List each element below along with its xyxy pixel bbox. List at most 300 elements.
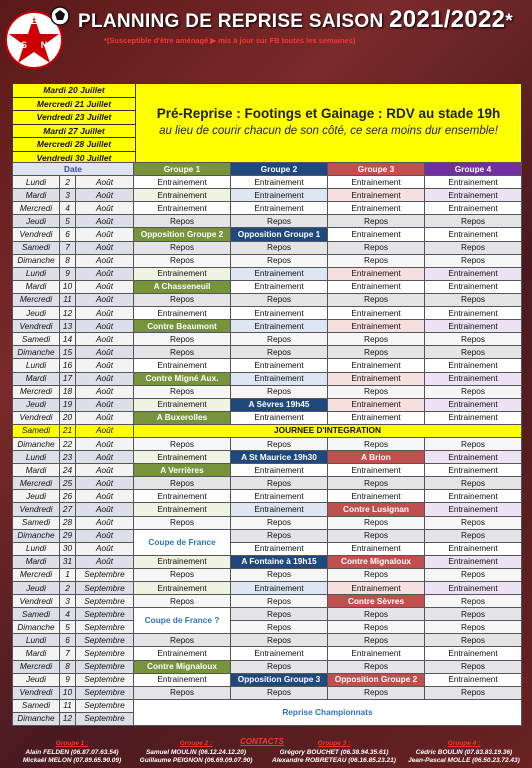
table-row xyxy=(13,411,522,424)
group-2-cell: Repos xyxy=(231,333,328,346)
row-day: Vendredi xyxy=(13,320,60,333)
table-row xyxy=(13,464,522,477)
row-date: 27 xyxy=(60,503,76,516)
group-3-cell: Repos xyxy=(328,477,425,490)
group-2-cell: A St Maurice 19h30 xyxy=(231,451,328,464)
group-2-cell: Entrainement xyxy=(231,307,328,320)
row-month: Août xyxy=(76,228,134,241)
group-1-cell: Contre Migné Aux. xyxy=(134,372,231,385)
group-3-cell: Repos xyxy=(328,621,425,634)
row-date: 26 xyxy=(60,490,76,503)
row-month: Septembre xyxy=(76,686,134,699)
row-date: 1 xyxy=(60,568,76,581)
group-2-cell: Entrainement xyxy=(231,582,328,595)
row-month: Août xyxy=(76,254,134,267)
group-2-cell: Entrainement xyxy=(231,372,328,385)
row-date: 30 xyxy=(60,542,76,555)
group-1-cell: A Buxerolles xyxy=(134,411,231,424)
row-day: Samedi xyxy=(13,608,60,621)
prereprise-box xyxy=(12,83,522,163)
table-row xyxy=(13,529,522,542)
row-day: Dimanche xyxy=(13,437,60,450)
table-row xyxy=(13,359,522,372)
group-4-cell: Entrainement xyxy=(425,673,522,686)
group-2-cell: Entrainement xyxy=(231,320,328,333)
table-row xyxy=(13,437,522,450)
row-date: 5 xyxy=(60,215,76,228)
row-date: 18 xyxy=(60,385,76,398)
group-3-cell: Repos xyxy=(328,254,425,267)
row-date: 15 xyxy=(60,346,76,359)
row-date: 4 xyxy=(60,608,76,621)
group-4-cell: Repos xyxy=(425,686,522,699)
table-row xyxy=(13,451,522,464)
group-1-cell: Entrainement xyxy=(134,647,231,660)
row-day: Jeudi xyxy=(13,490,60,503)
group-2-cell: Repos xyxy=(231,385,328,398)
row-month: Septembre xyxy=(76,647,134,660)
row-month: Septembre xyxy=(76,608,134,621)
group-2-cell: Entrainement xyxy=(231,202,328,215)
group-2-cell: Repos xyxy=(231,621,328,634)
contact-line: Alain FELDEN (06.87.07.63.54) xyxy=(25,748,119,756)
table-row xyxy=(13,477,522,490)
group-1-cell: Repos xyxy=(134,241,231,254)
row-date: 7 xyxy=(60,647,76,660)
group-3-cell: Entrainement xyxy=(328,202,425,215)
group-2-cell: Entrainement xyxy=(231,176,328,189)
group-2-cell: Entrainement xyxy=(231,647,328,660)
group-3-cell: Entrainement xyxy=(328,464,425,477)
row-day: Mercredi xyxy=(13,568,60,581)
group-4-cell: Repos xyxy=(425,621,522,634)
prereprise-date: Vendredi 30 Juillet xyxy=(36,152,112,163)
table-row xyxy=(13,267,522,280)
group-4-cell: Repos xyxy=(425,254,522,267)
row-month: Septembre xyxy=(76,582,134,595)
group-1-cell: Repos xyxy=(134,437,231,450)
group-3-cell: Repos xyxy=(328,568,425,581)
group-4-cell: Entrainement xyxy=(425,464,522,477)
group-3-cell: Contre Lusignan xyxy=(328,503,425,516)
row-day: Dimanche xyxy=(13,529,60,542)
contact-group-label: Groupe 2 : xyxy=(179,740,213,747)
row-date: 9 xyxy=(60,673,76,686)
group-4-cell: Entrainement xyxy=(425,320,522,333)
prereprise-date: Mercredi 21 Juillet xyxy=(13,98,135,112)
group-4-cell: Entrainement xyxy=(425,280,522,293)
group-2-cell: Repos xyxy=(231,595,328,608)
row-month: Septembre xyxy=(76,621,134,634)
row-day: Lundi xyxy=(13,267,60,280)
row-date: 2 xyxy=(60,582,76,595)
row-date: 7 xyxy=(60,241,76,254)
group-2-cell: Repos xyxy=(231,254,328,267)
group-2-cell: Entrainement xyxy=(231,542,328,555)
group-2-cell: Repos xyxy=(231,241,328,254)
row-day: Jeudi xyxy=(13,673,60,686)
row-month: Août xyxy=(76,490,134,503)
table-row xyxy=(13,542,522,555)
table-row xyxy=(13,424,522,437)
group-4-cell: Repos xyxy=(425,608,522,621)
page-title: PLANNING DE REPRISE SAISON 2021/2022* xyxy=(78,6,513,33)
group-1-cell: Entrainement xyxy=(134,189,231,202)
prereprise-line1: Pré-Reprise : Footings et Gainage : RDV au stade 19h xyxy=(156,106,501,121)
row-month: Août xyxy=(76,189,134,202)
group-4-cell: Repos xyxy=(425,437,522,450)
group-1-cell: Contre Mignaloux xyxy=(134,660,231,673)
row-month: Août xyxy=(76,333,134,346)
group-2-cell: Repos xyxy=(231,686,328,699)
svg-text:N: N xyxy=(40,40,48,50)
table-row xyxy=(13,398,522,411)
group-4-cell: Repos xyxy=(425,293,522,306)
group-2-cell: Repos xyxy=(231,437,328,450)
contact-line: Jean-Pascal MOLLE (06.50.23.72.43) xyxy=(408,757,520,764)
row-day: Vendredi xyxy=(13,503,60,516)
table-row xyxy=(13,280,522,293)
table-row xyxy=(13,608,522,621)
row-month: Août xyxy=(76,503,134,516)
group-2-cell: Repos xyxy=(231,215,328,228)
contact-group-4 xyxy=(400,740,528,766)
group-1-cell: Entrainement xyxy=(134,582,231,595)
group-1-cell: Entrainement xyxy=(134,176,231,189)
prereprise-date: Vendredi 23 Juillet xyxy=(13,111,135,125)
row-month: Août xyxy=(76,359,134,372)
contact-line: Guillaume PEIGNON (06.69.09.07.90) xyxy=(139,757,253,764)
row-month: Septembre xyxy=(76,712,134,725)
group-1-cell: Coupe de France ? xyxy=(134,608,231,634)
prereprise-date: Mardi 20 Juillet xyxy=(13,84,135,98)
group-4-cell: Entrainement xyxy=(425,411,522,424)
row-month: Août xyxy=(76,202,134,215)
row-day: Vendredi xyxy=(13,595,60,608)
row-day: Lundi xyxy=(13,451,60,464)
group-3-cell: Repos xyxy=(328,660,425,673)
group-1-cell: Entrainement xyxy=(134,359,231,372)
row-day: Samedi xyxy=(13,424,60,437)
table-header-row xyxy=(13,163,522,176)
row-day: Samedi xyxy=(13,699,60,712)
group-header-1: Groupe 1 xyxy=(134,163,231,176)
row-date: 17 xyxy=(60,372,76,385)
row-month: Septembre xyxy=(76,673,134,686)
group-1-cell: Repos xyxy=(134,215,231,228)
group-3-cell: Repos xyxy=(328,437,425,450)
group-1-cell: Repos xyxy=(134,333,231,346)
svg-text:E: E xyxy=(30,16,38,26)
row-date: 8 xyxy=(60,254,76,267)
group-4-cell: Repos xyxy=(425,516,522,529)
group-1-cell: Entrainement xyxy=(134,267,231,280)
group-1-cell: Repos xyxy=(134,595,231,608)
row-date: 22 xyxy=(60,437,76,450)
group-4-cell: Repos xyxy=(425,595,522,608)
row-date: 2 xyxy=(60,176,76,189)
table-row xyxy=(13,686,522,699)
group-2-cell: Entrainement xyxy=(231,503,328,516)
row-day: Dimanche xyxy=(13,712,60,725)
row-day: Dimanche xyxy=(13,254,60,267)
group-4-cell: Repos xyxy=(425,215,522,228)
row-day: Mardi xyxy=(13,189,60,202)
group-3-cell: Entrainement xyxy=(328,398,425,411)
group-3-cell: Repos xyxy=(328,634,425,647)
row-date: 6 xyxy=(60,228,76,241)
row-date: 13 xyxy=(60,320,76,333)
group-1-cell: Entrainement xyxy=(134,398,231,411)
row-date: 11 xyxy=(60,699,76,712)
row-day: Vendredi xyxy=(13,411,60,424)
row-day: Mercredi xyxy=(13,660,60,673)
group-4-cell: Entrainement xyxy=(425,176,522,189)
table-row xyxy=(13,595,522,608)
table-row xyxy=(13,555,522,568)
group-2-cell: Opposition Groupe 3 xyxy=(231,673,328,686)
group-3-cell: Entrainement xyxy=(328,542,425,555)
group-4-cell: Entrainement xyxy=(425,542,522,555)
table-row xyxy=(13,228,522,241)
row-day: Mardi xyxy=(13,372,60,385)
table-row xyxy=(13,385,522,398)
group-2-cell: Entrainement xyxy=(231,490,328,503)
row-day: Mardi xyxy=(13,280,60,293)
group-2-cell: Repos xyxy=(231,634,328,647)
row-day: Mardi xyxy=(13,464,60,477)
footer-contacts xyxy=(0,737,532,768)
date-header: Date xyxy=(13,163,134,176)
table-row xyxy=(13,241,522,254)
contact-line: Alexandre ROBRETEAU (06.16.85.23.21) xyxy=(272,757,396,764)
table-row xyxy=(13,293,522,306)
group-4-cell: Entrainement xyxy=(425,647,522,660)
group-2-cell: Entrainement xyxy=(231,189,328,202)
prereprise-dates xyxy=(13,84,136,162)
group-1-cell: Entrainement xyxy=(134,555,231,568)
group-4-cell: Entrainement xyxy=(425,267,522,280)
group-1-cell: Opposition Groupe 2 xyxy=(134,228,231,241)
group-3-cell: Repos xyxy=(328,608,425,621)
group-2-cell: A Sèvres 19h45 xyxy=(231,398,328,411)
group-3-cell: Repos xyxy=(328,529,425,542)
group-4-cell: Entrainement xyxy=(425,490,522,503)
group-1-cell: Contre Beaumont xyxy=(134,320,231,333)
row-month: Septembre xyxy=(76,699,134,712)
table-row xyxy=(13,202,522,215)
group-3-cell: Opposition Groupe 2 xyxy=(328,673,425,686)
row-date: 28 xyxy=(60,516,76,529)
row-date: 23 xyxy=(60,451,76,464)
contact-group-label: Groupe 4 : xyxy=(447,740,481,747)
group-3-cell: Entrainement xyxy=(328,411,425,424)
row-date: 9 xyxy=(60,267,76,280)
row-month: Août xyxy=(76,385,134,398)
group-4-cell: Entrainement xyxy=(425,307,522,320)
row-month: Août xyxy=(76,320,134,333)
row-day: Mardi xyxy=(13,555,60,568)
group-1-cell: Entrainement xyxy=(134,503,231,516)
group-4-cell: Repos xyxy=(425,634,522,647)
group-3-cell: Entrainement xyxy=(328,372,425,385)
group-3-cell: A Brion xyxy=(328,451,425,464)
row-date: 4 xyxy=(60,202,76,215)
group-4-cell: Entrainement xyxy=(425,451,522,464)
group-1-cell: Repos xyxy=(134,634,231,647)
group-4-cell: Entrainement xyxy=(425,372,522,385)
row-month: Août xyxy=(76,346,134,359)
group-2-cell: Repos xyxy=(231,660,328,673)
group-3-cell: Repos xyxy=(328,385,425,398)
row-date: 10 xyxy=(60,280,76,293)
row-day: Samedi xyxy=(13,333,60,346)
header xyxy=(0,0,532,84)
group-4-cell: Repos xyxy=(425,385,522,398)
prereprise-message xyxy=(136,84,521,162)
row-date: 29 xyxy=(60,529,76,542)
row-day: Mercredi xyxy=(13,477,60,490)
table-row xyxy=(13,503,522,516)
group-2-cell: Entrainement xyxy=(231,411,328,424)
row-day: Mercredi xyxy=(13,202,60,215)
group-1-cell: Entrainement xyxy=(134,673,231,686)
row-day: Mardi xyxy=(13,647,60,660)
group-3-cell: Repos xyxy=(328,241,425,254)
group-4-cell: Repos xyxy=(425,346,522,359)
row-day: Jeudi xyxy=(13,215,60,228)
group-1-cell: Repos xyxy=(134,686,231,699)
row-month: Septembre xyxy=(76,595,134,608)
club-logo-icon xyxy=(4,2,72,74)
contacts-title: CONTACTS xyxy=(240,737,284,746)
group-2-cell: Repos xyxy=(231,608,328,621)
group-2-cell: Entrainement xyxy=(231,359,328,372)
row-month: Août xyxy=(76,215,134,228)
table-row xyxy=(13,254,522,267)
row-date: 5 xyxy=(60,621,76,634)
group-4-cell: Entrainement xyxy=(425,228,522,241)
group-3-cell: Repos xyxy=(328,293,425,306)
group-3-cell: Entrainement xyxy=(328,359,425,372)
contact-group-label: Groupe 1 : xyxy=(55,740,89,747)
schedule-table xyxy=(12,162,522,726)
group-4-cell: Entrainement xyxy=(425,503,522,516)
group-4-cell: Entrainement xyxy=(425,359,522,372)
group-4-cell: Entrainement xyxy=(425,582,522,595)
row-month: Août xyxy=(76,477,134,490)
table-row xyxy=(13,568,522,581)
prereprise-date: Mardi 27 Juillet xyxy=(13,125,135,139)
row-month: Août xyxy=(76,464,134,477)
group-1-cell: Entrainement xyxy=(134,451,231,464)
row-month: Septembre xyxy=(76,634,134,647)
group-header-2: Groupe 2 xyxy=(231,163,328,176)
row-date: 6 xyxy=(60,634,76,647)
table-row xyxy=(13,634,522,647)
group-4-cell: Entrainement xyxy=(425,189,522,202)
group-1-cell: Repos xyxy=(134,477,231,490)
row-day: Vendredi xyxy=(13,686,60,699)
contact-group-1 xyxy=(8,740,136,766)
row-day: Samedi xyxy=(13,241,60,254)
row-month: Septembre xyxy=(76,660,134,673)
row-date: 11 xyxy=(60,293,76,306)
group-2-cell: Repos xyxy=(231,477,328,490)
group-3-cell: Entrainement xyxy=(328,647,425,660)
table-row xyxy=(13,189,522,202)
svg-text:S: S xyxy=(20,40,28,50)
row-day: Jeudi xyxy=(13,582,60,595)
group-3-cell: Entrainement xyxy=(328,280,425,293)
row-month: Août xyxy=(76,307,134,320)
group-1-cell: Repos xyxy=(134,516,231,529)
row-date: 10 xyxy=(60,686,76,699)
row-month: Août xyxy=(76,293,134,306)
row-date: 25 xyxy=(60,477,76,490)
row-month: Août xyxy=(76,437,134,450)
group-2-cell: Repos xyxy=(231,293,328,306)
row-day: Dimanche xyxy=(13,346,60,359)
group-3-cell: Repos xyxy=(328,516,425,529)
table-row xyxy=(13,621,522,634)
contact-group-2 xyxy=(132,740,260,766)
row-month: Août xyxy=(76,176,134,189)
group-2-cell: Repos xyxy=(231,529,328,542)
group-3-cell: Entrainement xyxy=(328,176,425,189)
group-1-cell: A Verrières xyxy=(134,464,231,477)
contact-line: Grégory BOUCHET (06.38.94.35.61) xyxy=(279,748,389,756)
table-row xyxy=(13,516,522,529)
row-day: Dimanche xyxy=(13,621,60,634)
row-month: Août xyxy=(76,424,134,437)
group-1-cell: Repos xyxy=(134,568,231,581)
group-3-cell: Entrainement xyxy=(328,307,425,320)
integration-day-cell: JOURNEE D'INTEGRATION xyxy=(134,424,522,437)
table-row xyxy=(13,320,522,333)
table-row xyxy=(13,699,522,712)
table-row xyxy=(13,582,522,595)
group-1-cell: Repos xyxy=(134,254,231,267)
group-4-cell: Repos xyxy=(425,477,522,490)
row-day: Lundi xyxy=(13,634,60,647)
page-subtitle: *(Susceptible d'être aménagé ▶ mis à jour sur FB toutes les semaines) xyxy=(104,36,356,45)
group-2-cell: A Fontaine à 19h15 xyxy=(231,555,328,568)
group-1-cell: Coupe de France xyxy=(134,529,231,555)
row-month: Août xyxy=(76,267,134,280)
table-row xyxy=(13,333,522,346)
reprise-championnats-cell: Reprise Championnats xyxy=(134,699,522,725)
prereprise-date: Mercredi 28 Juillet xyxy=(13,138,135,152)
contact-line: Cédric BOULIN (07.83.83.19.36) xyxy=(415,748,513,756)
row-month: Septembre xyxy=(76,568,134,581)
contact-group-label: Groupe 3 : xyxy=(317,740,351,747)
row-day: Lundi xyxy=(13,176,60,189)
group-header-4: Groupe 4 xyxy=(425,163,522,176)
group-1-cell: Repos xyxy=(134,385,231,398)
group-3-cell: Entrainement xyxy=(328,189,425,202)
contact-line: Mickaël MELON (07.89.65.90.09) xyxy=(22,757,122,764)
row-month: Août xyxy=(76,411,134,424)
group-4-cell: Repos xyxy=(425,660,522,673)
group-3-cell: Entrainement xyxy=(328,267,425,280)
row-date: 14 xyxy=(60,333,76,346)
group-3-cell: Entrainement xyxy=(328,228,425,241)
row-month: Août xyxy=(76,372,134,385)
row-day: Jeudi xyxy=(13,307,60,320)
table-row xyxy=(13,307,522,320)
row-day: Lundi xyxy=(13,542,60,555)
